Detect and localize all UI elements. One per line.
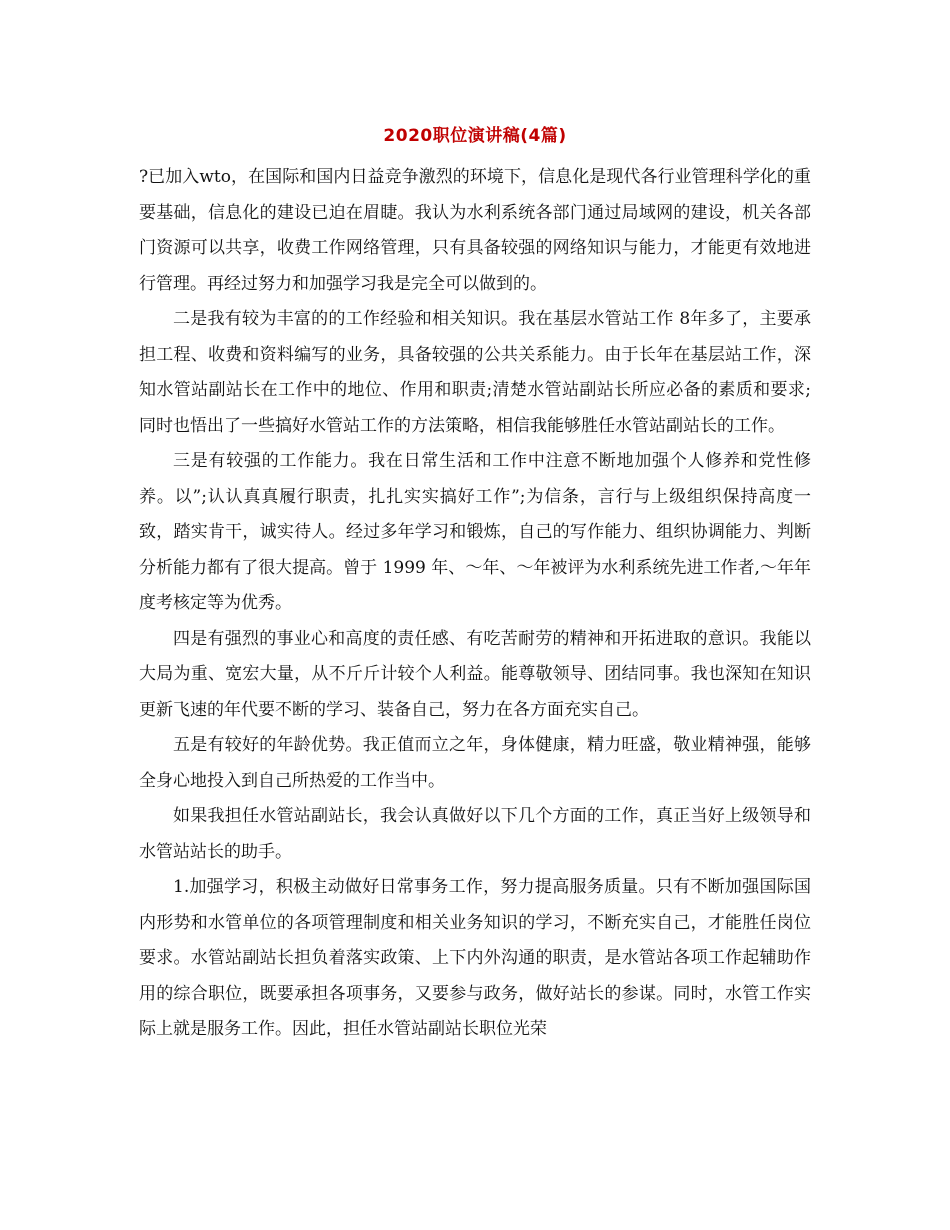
paragraph-6: 如果我担任水管站副站长，我会认真做好以下几个方面的工作，真正当好上级领导和水管站站长的助手。 bbox=[139, 806, 811, 862]
paragraph-1: ?已加入wto，在国际和国内日益竞争激烈的环境下，信息化是现代各行业管理科学化的重要基础，信息化的建设已迫在眉睫。我认为水利系统各部门通过局域网的建设，机关各部门资源可以共享，收费工作网络管理，只有具备较强的网络知识与能力，才能更有效地进行管理。再经过努力和加强学习我是完全可以做到的。 bbox=[139, 167, 811, 294]
paragraph-4: 四是有强烈的事业心和高度的责任感、有吃苦耐劳的精神和开拓进取的意识。我能以大局为重、宽宏大量，从不斤斤计较个人利益。能尊敬领导、团结同事。我也深知在知识更新飞速的年代要不断的学习、装备自己，努力在各方面充实自己。 bbox=[139, 628, 811, 720]
document-body bbox=[139, 160, 811, 1048]
paragraph-7: 1.加强学习，积极主动做好日常事务工作，努力提高服务质量。只有不断加强国际国内形势和水管单位的各项管理制度和相关业务知识的学习，不断充实自己，才能胜任岗位要求。水管站副站长担负着落实政策、上下内外沟通的职责，是水管站各项工作起辅助作用的综合职位，既要承担各项事务，又要参与政务，做好站长的参谋。同时，水管工作实际上就是服务工作。因此，担任水管站副站长职位光荣 bbox=[139, 877, 811, 1039]
paragraph-3: 三是有较强的工作能力。我在日常生活和工作中注意不断地加强个人修养和党性修养。以”;认认真真履行职责，扎扎实实搞好工作”;为信条，言行与上级组织保持高度一致，踏实肯干，诚实待人。经过多年学习和锻炼，自己的写作能力、组织协调能力、判断分析能力都有了很大提高。曾于 1999 年、～年、～年被评为水利系统先进工作者,～年年度考核定等为优秀。 bbox=[139, 451, 811, 613]
document-title: 2020职位演讲稿(4篇) bbox=[383, 126, 567, 146]
paragraph-2: 二是我有较为丰富的的工作经验和相关知识。我在基层水管站工作 8年多了，主要承担工程、收费和资料编写的业务，具备较强的公共关系能力。由于长年在基层站工作，深知水管站副站长在工作中的地位、作用和职责;清楚水管站副站长所应必备的素质和要求;同时也悟出了一些搞好水管站工作的方法策略，相信我能够胜任水管站副站长的工作。 bbox=[139, 309, 811, 436]
paragraph-5: 五是有较好的年龄优势。我正值而立之年，身体健康，精力旺盛，敬业精神强，能够全身心地投入到自己所热爱的工作当中。 bbox=[139, 735, 811, 791]
